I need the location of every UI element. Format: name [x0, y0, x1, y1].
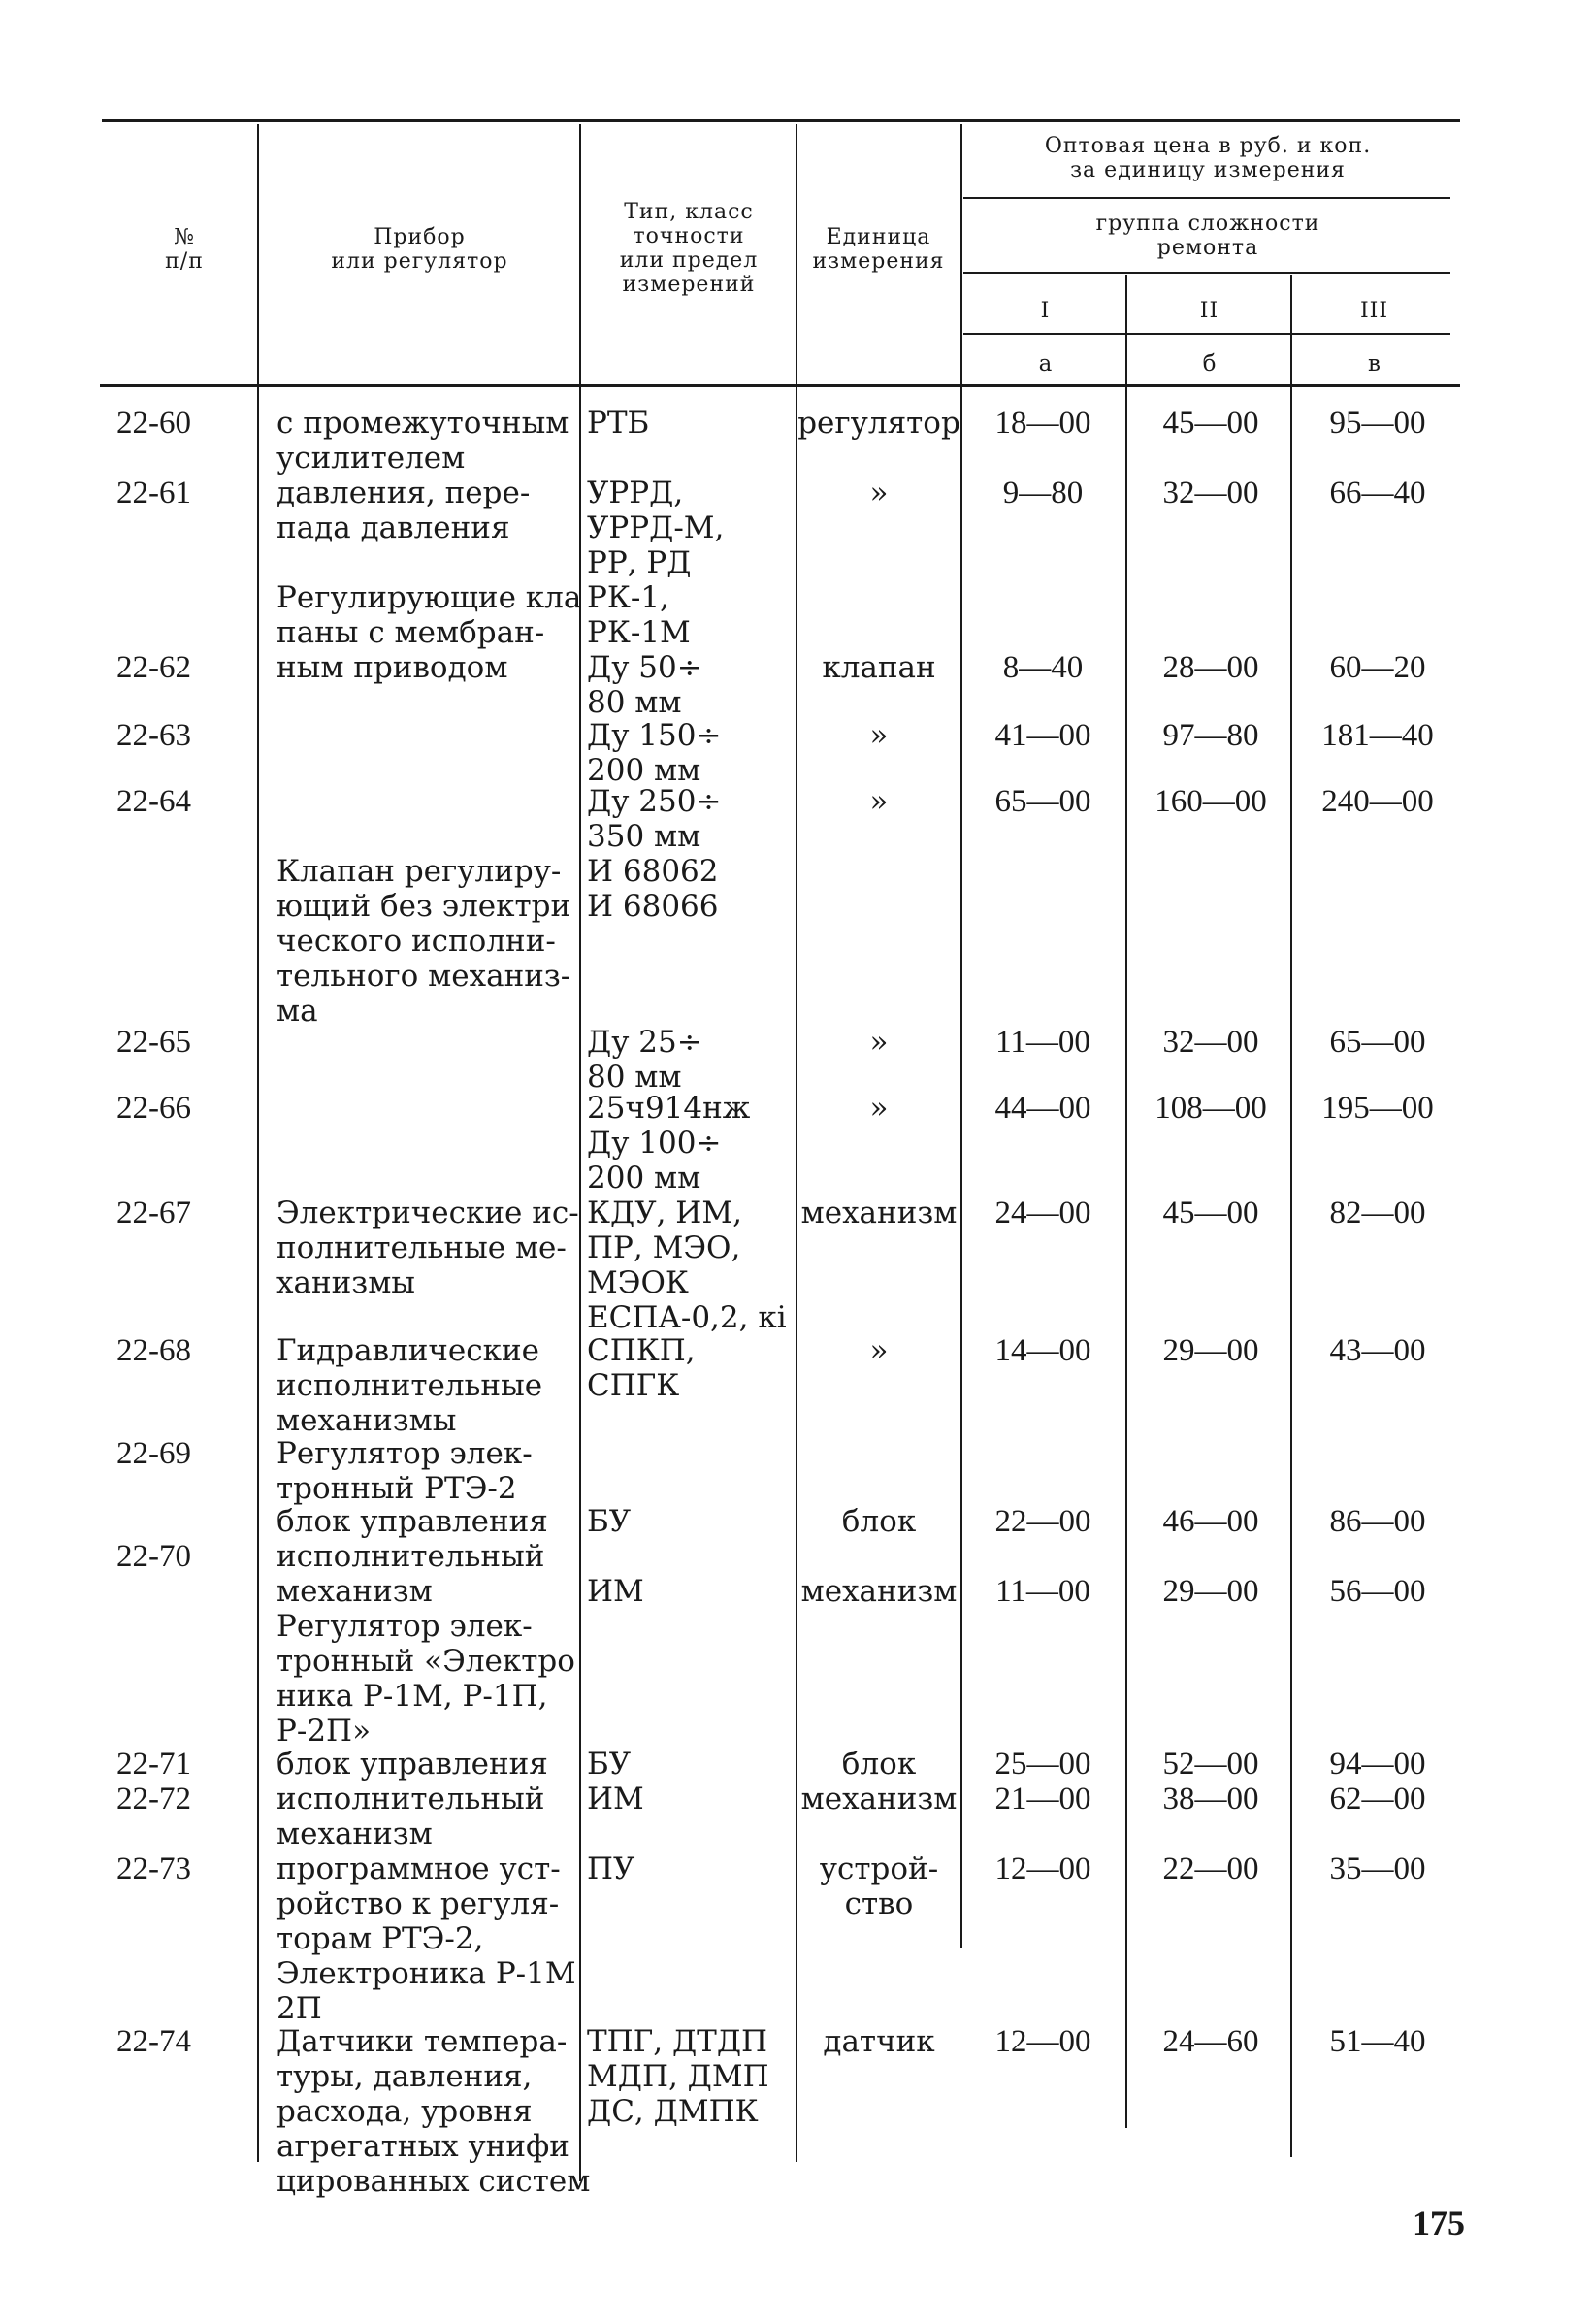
row-type: РК-1, РК-1М	[587, 580, 691, 650]
row-number: 22-60	[116, 406, 191, 441]
row-unit: »	[869, 718, 889, 753]
row-price-a: 21—00	[994, 1782, 1091, 1817]
row-unit: регулятор	[797, 406, 960, 441]
row-price-c: 51—40	[1329, 2024, 1426, 2059]
row-type: БУ	[587, 1747, 632, 1782]
header-device: Прибор или регулятор	[331, 225, 508, 274]
row-type: УРРД, УРРД-М, РР, РД	[587, 475, 725, 580]
row-device: Гидравлические исполнительные механизмы	[276, 1333, 543, 1438]
header-price: Оптовая цена в руб. и коп. за единицу измерения	[1044, 134, 1372, 182]
row-price-a: 25—00	[994, 1747, 1091, 1782]
row-number: 22-65	[116, 1025, 191, 1060]
header-unit: Единица измерения	[812, 225, 945, 274]
row-price-c: 181—40	[1321, 718, 1434, 753]
row-price-a: 44—00	[994, 1091, 1091, 1126]
row-device: исполнительный механизм	[276, 1782, 545, 1851]
row-type: РТБ	[587, 406, 650, 441]
row-unit: блок	[841, 1504, 917, 1539]
row-type: ИМ	[587, 1782, 644, 1817]
row-price-b: 108—00	[1154, 1091, 1267, 1126]
page-number: 175	[1413, 2204, 1465, 2242]
row-price-b: 45—00	[1162, 406, 1259, 441]
row-number: 22-66	[116, 1091, 191, 1126]
row-price-c: 95—00	[1329, 406, 1426, 441]
row-price-c: 43—00	[1329, 1333, 1426, 1368]
row-number: 22-74	[116, 2024, 191, 2059]
row-number: 22-70	[116, 1539, 191, 1574]
row-price-c: 240—00	[1321, 784, 1434, 819]
row-number: 22-71	[116, 1747, 191, 1782]
row-type: БУ	[587, 1504, 632, 1539]
header-group-3: III	[1359, 299, 1389, 323]
header-group: группа сложности ремонта	[1095, 212, 1320, 260]
row-price-c: 94—00	[1329, 1747, 1426, 1782]
header-number: № п/п	[165, 225, 204, 274]
table-top-rule	[102, 119, 1460, 122]
header-letter-a: а	[1038, 351, 1053, 376]
row-price-a: 18—00	[994, 406, 1091, 441]
row-unit: клапан	[822, 650, 936, 685]
row-price-b: 29—00	[1162, 1333, 1259, 1368]
row-price-b: 32—00	[1162, 1025, 1259, 1060]
row-price-b: 160—00	[1154, 784, 1267, 819]
row-price-b: 52—00	[1162, 1747, 1259, 1782]
row-number: 22-62	[116, 650, 191, 685]
row-price-b: 28—00	[1162, 650, 1259, 685]
row-price-c: 86—00	[1329, 1504, 1426, 1539]
row-price-b: 45—00	[1162, 1195, 1259, 1230]
row-price-b: 24—60	[1162, 2024, 1259, 2059]
row-type: Ду 150÷ 200 мм	[587, 718, 722, 788]
row-price-a: 24—00	[994, 1195, 1091, 1230]
row-unit: »	[869, 1025, 889, 1060]
row-price-a: 9—80	[1002, 475, 1084, 510]
row-price-c: 195—00	[1321, 1091, 1434, 1126]
row-price-a: 14—00	[994, 1333, 1091, 1368]
row-device: Регулятор элек- тронный «Электро ника Р-1М, Р-1П, Р-2П»	[276, 1609, 575, 1749]
row-price-c: 35—00	[1329, 1851, 1426, 1886]
row-unit: механизм	[800, 1782, 958, 1817]
header-group-1: I	[1040, 299, 1051, 323]
header-group-2: II	[1199, 299, 1219, 323]
row-unit: блок	[841, 1747, 917, 1782]
row-device: Регулирующие кла паны с мембран- ным приводом	[276, 580, 582, 685]
row-price-a: 12—00	[994, 2024, 1091, 2059]
row-type: 25ч914нж Ду 100÷ 200 мм	[587, 1091, 751, 1195]
header-letter-b: б	[1202, 351, 1217, 376]
row-type: Ду 250÷ 350 мм	[587, 784, 722, 854]
row-price-a: 11—00	[995, 1574, 1090, 1609]
header-type: Тип, класс точности или предел измерений	[619, 200, 759, 297]
row-unit: устрой- ство	[819, 1851, 939, 1921]
row-type: И 68062 И 68066	[587, 854, 719, 924]
row-unit: механизм	[800, 1195, 958, 1230]
row-number: 22-73	[116, 1851, 191, 1886]
row-device: Регулятор элек- тронный РТЭ-2	[276, 1436, 533, 1506]
row-device: Датчики темпера- туры, давления, расхода, уровня агрегатных унифи цированных систем	[276, 2024, 591, 2199]
row-price-c: 82—00	[1329, 1195, 1426, 1230]
row-price-a: 12—00	[994, 1851, 1091, 1886]
row-device: исполнительный механизм	[276, 1539, 545, 1609]
row-price-b: 38—00	[1162, 1782, 1259, 1817]
row-number: 22-67	[116, 1195, 191, 1230]
row-device: программное уст- ройство к регуля- торам РТЭ-2, Электроника Р-1М 2П	[276, 1851, 576, 2026]
row-type: Ду 50÷ 80 мм	[587, 650, 702, 720]
row-number: 22-64	[116, 784, 191, 819]
row-price-a: 11—00	[995, 1025, 1090, 1060]
group-header-rule	[963, 272, 1450, 274]
row-unit: датчик	[823, 2024, 935, 2059]
row-type: ПУ	[587, 1851, 635, 1886]
row-price-b: 29—00	[1162, 1574, 1259, 1609]
row-number: 22-63	[116, 718, 191, 753]
row-device: блок управления	[276, 1504, 548, 1539]
roman-header-rule	[963, 333, 1450, 335]
row-type: ИМ	[587, 1574, 644, 1609]
row-device: Клапан регулиру- ющий без электри ческого исполни- тельного механиз- ма	[276, 854, 571, 1029]
row-unit: механизм	[800, 1574, 958, 1609]
row-price-c: 65—00	[1329, 1025, 1426, 1060]
row-price-a: 8—40	[1002, 650, 1084, 685]
row-number: 22-69	[116, 1436, 191, 1471]
row-price-b: 97—80	[1162, 718, 1259, 753]
row-price-a: 41—00	[994, 718, 1091, 753]
row-type: КДУ, ИМ, ПР, МЭО, МЭОК ЕСПА-0,2, кі	[587, 1195, 787, 1335]
row-number: 22-68	[116, 1333, 191, 1368]
row-number: 22-61	[116, 475, 191, 510]
row-price-b: 22—00	[1162, 1851, 1259, 1886]
row-type: СПКП, СПГК	[587, 1333, 696, 1403]
row-number: 22-72	[116, 1782, 191, 1817]
column-divider-6	[1290, 275, 1292, 2157]
row-price-a: 65—00	[994, 784, 1091, 819]
row-device: Электрические ис- полнительные ме- ханизмы	[276, 1195, 579, 1300]
row-price-b: 32—00	[1162, 475, 1259, 510]
row-device: с промежуточным усилителем	[276, 406, 569, 475]
price-header-rule	[963, 197, 1450, 199]
row-price-c: 60—20	[1329, 650, 1426, 685]
row-device: блок управления	[276, 1747, 548, 1782]
row-price-b: 46—00	[1162, 1504, 1259, 1539]
row-price-c: 62—00	[1329, 1782, 1426, 1817]
row-price-c: 56—00	[1329, 1574, 1426, 1609]
row-unit: »	[869, 475, 889, 510]
row-device: давления, пере- пада давления	[276, 475, 531, 545]
column-divider-5	[1125, 275, 1127, 2128]
row-unit: »	[869, 784, 889, 819]
header-bottom-rule	[100, 384, 1460, 387]
row-unit: »	[869, 1333, 889, 1368]
row-type: Ду 25÷ 80 мм	[587, 1025, 702, 1095]
row-unit: »	[869, 1091, 889, 1126]
row-price-c: 66—40	[1329, 475, 1426, 510]
column-divider-1	[257, 124, 259, 2162]
row-price-a: 22—00	[994, 1504, 1091, 1539]
row-type: ТПГ, ДТДП МДП, ДМП ДС, ДМПК	[587, 2024, 769, 2129]
header-letter-c: в	[1368, 351, 1381, 376]
